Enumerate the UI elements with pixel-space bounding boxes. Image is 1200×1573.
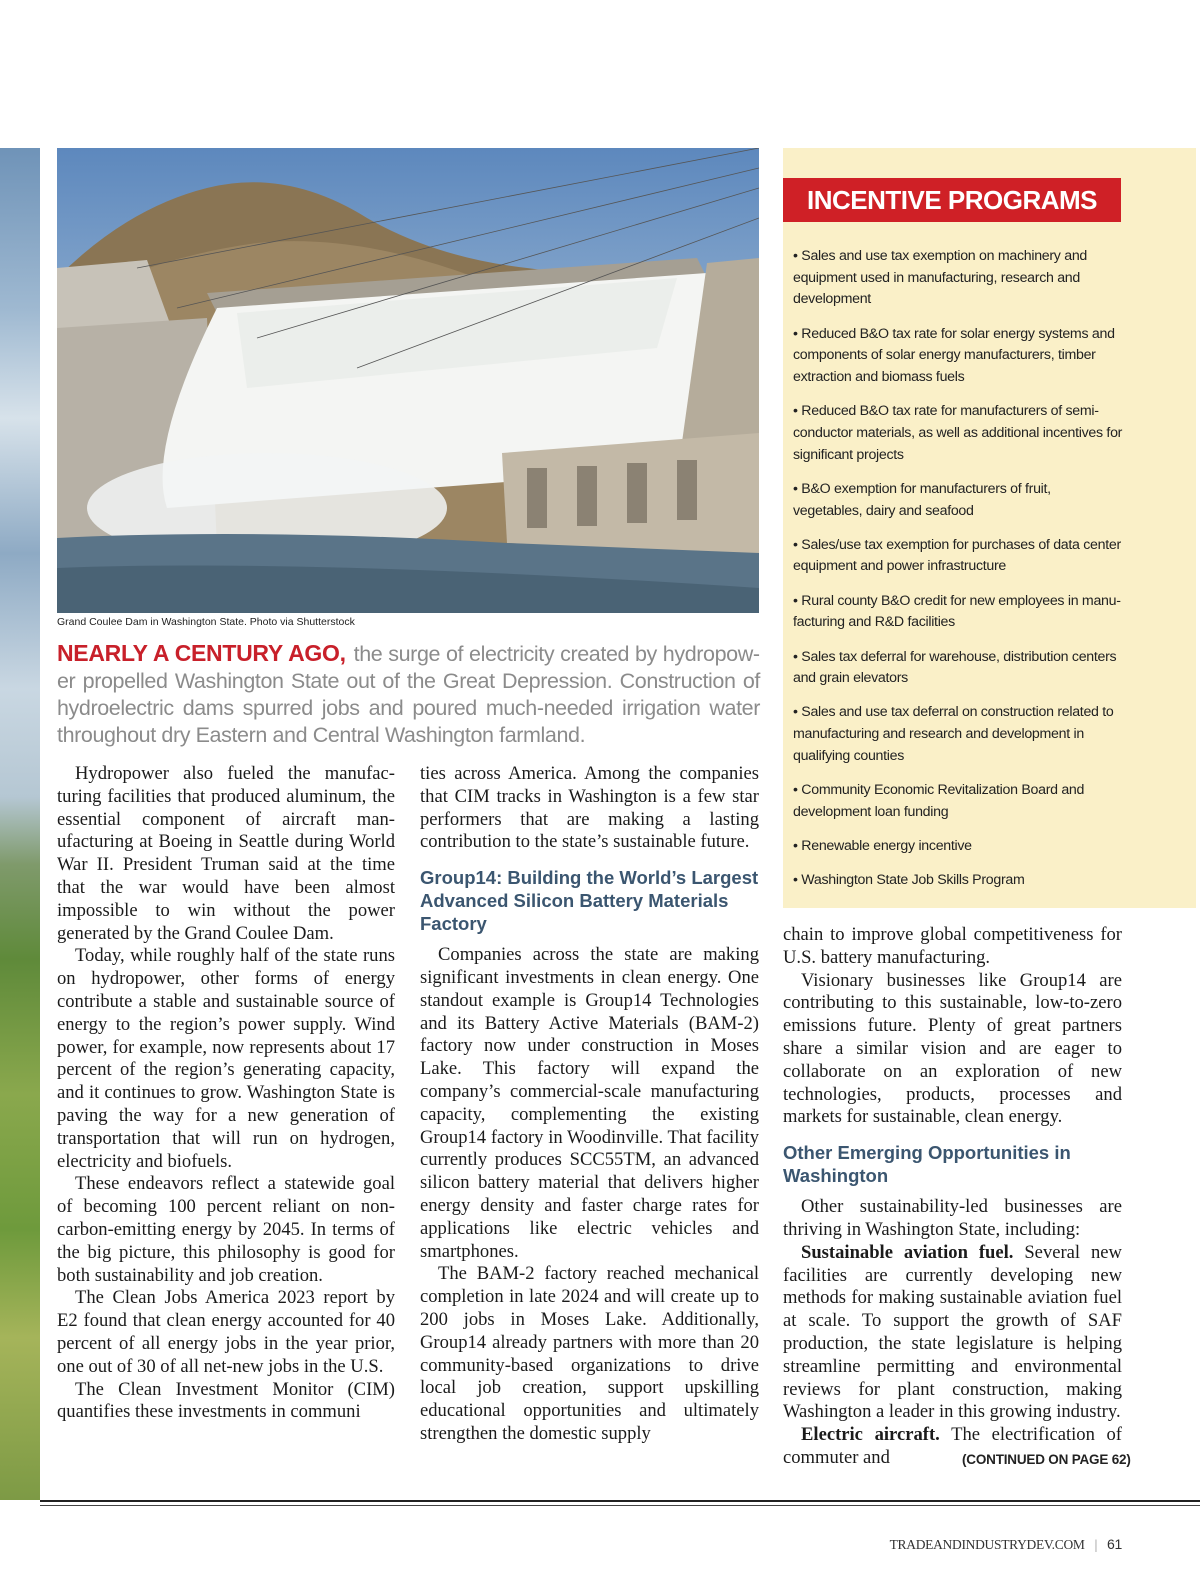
body-paragraph: Other sustainability-led businesses are thriving in Washington State, including: (783, 1196, 1122, 1240)
list-item: • Sales and use tax deferral on construction related to manufacturing and research and development in qualifying counties (793, 704, 1114, 764)
body-paragraph: Today, while roughly half of the state runs on hydropower, other forms of energy contribute a stable and sustainable source of energy to the region’s power supply. Wind power, for example, now represents about 17 percent of the region’s generating capacity, and it continues to grow. Washington State is paving the way for a new generation of transportation that will run on hydrogen, electricity and biofuels. (57, 945, 395, 1172)
body-paragraph: Companies across the state are making significant investments in clean energy. One standout example is Group14 Technologies and its Battery Active Materials (BAM-2) factory now under construction in Moses Lake. This factory will expand the company’s commercial-scale manufacturing capacity, complementing the existing Group14 factory in Woodinville. That facility currently produces SCC55TM, an advanced silicon battery material that delivers higher energy density and faster charge rates for applications like electric vehicles and smartphones. (420, 944, 759, 1262)
list-item: • Washington State Job Skills Program (793, 872, 1025, 889)
list-item: • Sales and use tax exemption on machinery and equipment used in manufacturing, research and development (793, 248, 1088, 308)
body-paragraph: These endeavors reflect a statewide goal of becoming 100 percent reliant on non-carbon-emitting energy by 2045. In terms of the big picture, this philosophy is good for both sustainability and job creation. (57, 1173, 395, 1286)
footer-separator: | (1094, 1537, 1098, 1552)
saf-text: Several new facilities are currently developing new methods for making sustainable aviation fuel at scale. To support the growth of SAF production, the state legislature is helping streamline permitting and environmental reviews for plant construction, making Washington a leader in this growing industry. (783, 1241, 1122, 1423)
run-in-heading-aircraft: Electric aircraft. (801, 1424, 940, 1446)
body-paragraph: ties across America. Among the companies that CIM tracks in Washington is a few star performers that are making a lasting contribution to the state’s sustainable future. (420, 763, 759, 853)
photo-caption: Grand Coulee Dam in Washington State. Photo via Shutterstock (57, 616, 355, 628)
list-item: • Sales tax deferral for warehouse, distribution centers and grain elevators (793, 648, 1117, 687)
run-in-heading-saf: Sustainable aviation fuel. (801, 1241, 1014, 1263)
list-item: • Reduced B&O tax rate for manufacturers of semiconductor materials, as well as additional incentives for significant projects (793, 403, 1123, 463)
article-column-1 (57, 763, 395, 1424)
body-paragraph (783, 1242, 1122, 1424)
page-number: 61 (1107, 1536, 1122, 1552)
section-heading-opportunities: Other Emerging Opportunities in Washington (783, 1142, 1071, 1187)
body-paragraph: The Clean Investment Monitor (CIM) quantifies these investments in communi (57, 1378, 395, 1423)
dam-illustration (57, 148, 759, 613)
page-footer (840, 1536, 1122, 1553)
article-column-3 (783, 924, 1122, 1470)
edge-landscape-strip (0, 148, 40, 1500)
incentive-programs-sidebar (783, 148, 1196, 908)
incentive-list (793, 246, 1123, 904)
list-item: • B&O exemption for manufacturers of fruit, vegetables, dairy and seafood (793, 480, 1051, 519)
dam-photo (57, 148, 759, 613)
lede-paragraph (57, 640, 760, 749)
section-heading-group14: Group14: Building the World’s Largest Advanced Silicon Battery Materials Factory (420, 867, 759, 935)
body-paragraph: chain to improve global competitiveness for U.S. battery manufacturing. (783, 924, 1122, 968)
body-paragraph: The Clean Jobs America 2023 report by E2 found that clean energy accounted for 40 percent of all energy jobs in the year prior, one out of 30 of all net-new jobs in the U.S. (57, 1287, 395, 1377)
footer-rule-thin (40, 1505, 1200, 1506)
aircraft-text: The electrification of commuter and (783, 1424, 1122, 1468)
lede-text: the surge of electricity created by hydropower propelled Washington State out of the Great Depression. Construction of hydroelectric dams spurred jobs and poured much-needed irrigation water throughout dry Eastern and Central Washington farmland. (57, 642, 760, 747)
continued-on-link: (CONTINUED ON PAGE 62) (962, 1452, 1131, 1467)
lede-kicker: NEARLY A CENTURY AGO, (57, 640, 346, 666)
body-paragraph: The BAM-2 factory reached mechanical completion in late 2024 and will create up to 200 jobs in Moses Lake. Additionally, Group14 already partners with more than 20 community-based organizations to drive local job creation, support upskilling educational opportunities and ultimately strengthen the domestic supply (420, 1263, 759, 1444)
footer-site: TRADEANDINDUSTRYDEV.COM (889, 1537, 1085, 1552)
sidebar-title: INCENTIVE PROGRAMS (783, 178, 1121, 222)
list-item: • Sales/use tax exemption for purchases of data center equipment and power infrastructure (793, 536, 1121, 575)
body-paragraph: Hydropower also fueled the manufacturing facilities that produced aluminum, the essential component of aircraft manufacturing at Boeing in Seattle during World War II. President Truman said at the time that the war would have been almost impossible to win without the power generated by the Grand Coulee Dam. (57, 763, 395, 944)
list-item: • Rural county B&O credit for new employees in manufacturing and R&D facilities (793, 592, 1121, 631)
body-paragraph: Visionary businesses like Group14 are contributing to this sustainable, low-to-zero emissions future. Plenty of great partners share a similar vision and are eager to collaborate on an exploration of new technologies, products, processes and markets for sustainable, clean energy. (783, 969, 1122, 1128)
list-item: • Reduced B&O tax rate for solar energy systems and components of solar energy manufacturers, timber extraction and biomass fuels (793, 325, 1115, 386)
list-item: • Community Economic Revitalization Board and development loan funding (793, 782, 1085, 820)
footer-rule (40, 1500, 1200, 1502)
list-item: • Renewable energy incentive (793, 837, 972, 854)
article-column-2 (420, 763, 759, 1446)
